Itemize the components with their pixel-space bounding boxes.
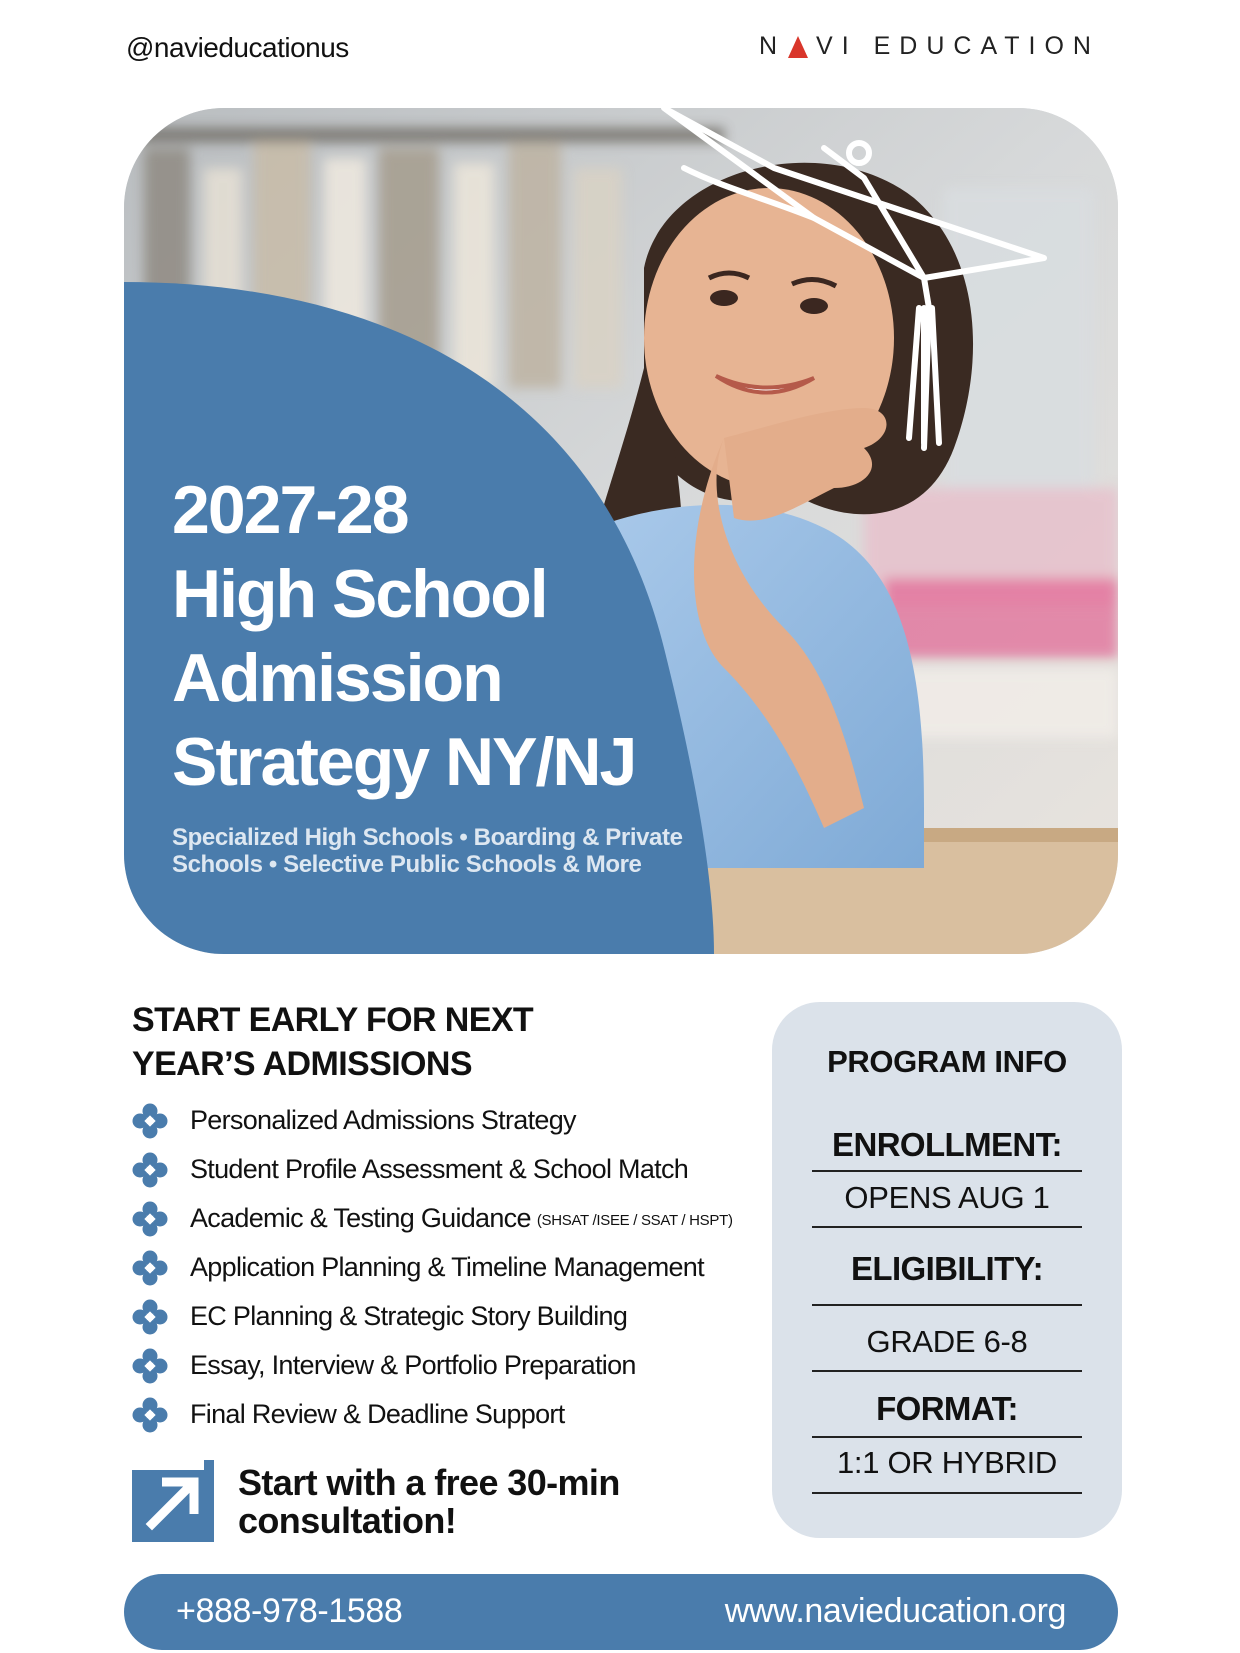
phone-link[interactable]: +888-978-1588: [176, 1592, 403, 1630]
contact-footer: [124, 1574, 1118, 1650]
clover-icon: [132, 1201, 168, 1237]
feature-text: Personalized Admissions Strategy: [190, 1105, 576, 1135]
hero-subtitle-line: Schools • Selective Public Schools & More: [172, 851, 642, 878]
hero-title: [172, 468, 732, 804]
cta-line: consultation!: [238, 1500, 457, 1541]
social-handle: @navieducationus: [126, 32, 349, 63]
clover-icon: [132, 1299, 168, 1335]
program-info-card: [772, 1002, 1122, 1538]
cta-text[interactable]: [238, 1464, 620, 1540]
brand-name-right: VI EDUCATION: [816, 32, 1100, 60]
format-value: 1:1 OR HYBRID: [836, 1445, 1058, 1480]
clover-icon: [132, 1250, 168, 1286]
divider: [812, 1226, 1082, 1228]
cta-line: Start with a free 30-min: [238, 1462, 620, 1503]
feature-text: Final Review & Deadline Support: [190, 1399, 565, 1429]
section-heading-line: YEAR’S ADMISSIONS: [132, 1045, 472, 1083]
clover-icon: [132, 1152, 168, 1188]
hero-title-line: High School: [172, 556, 547, 632]
hero-title-line: 2027-28: [172, 472, 408, 548]
feature-text: Student Profile Assessment & School Match: [190, 1154, 689, 1184]
hero-title-line: Strategy NY/NJ: [172, 724, 636, 800]
feature-item: [132, 1145, 733, 1194]
feature-item: [132, 1341, 733, 1390]
section-heading-line: START EARLY FOR NEXT: [132, 1001, 534, 1039]
feature-item: [132, 1292, 733, 1341]
eligibility-value: GRADE 6-8: [866, 1324, 1028, 1359]
divider: [812, 1304, 1082, 1306]
enrollment-label: ENROLLMENT:: [832, 1126, 1062, 1163]
feature-text: Academic & Testing Guidance: [190, 1203, 531, 1233]
feature-text: Essay, Interview & Portfolio Preparation: [190, 1350, 636, 1380]
arrow-up-right-icon[interactable]: [132, 1460, 214, 1542]
format-label: FORMAT:: [876, 1390, 1018, 1427]
feature-text: Application Planning & Timeline Management: [190, 1252, 704, 1282]
eligibility-label: ELIGIBILITY:: [850, 1250, 1043, 1287]
feature-note: (SHSAT /ISEE / SSAT / HSPT): [536, 1212, 733, 1229]
red-triangle-a-icon: [788, 36, 808, 58]
divider: [812, 1436, 1082, 1438]
brand-logo: [759, 32, 1100, 61]
feature-text: EC Planning & Strategic Story Building: [190, 1301, 628, 1331]
feature-item: [132, 1194, 733, 1243]
brand-name-left: N: [758, 32, 787, 60]
enrollment-value: OPENS AUG 1: [844, 1180, 1050, 1215]
feature-item: [132, 1390, 733, 1439]
hero-text-block: [172, 468, 732, 878]
hero-title-line: Admission: [172, 640, 502, 716]
hero-subtitle: [172, 824, 732, 878]
section-heading: [132, 998, 692, 1086]
clover-icon: [132, 1348, 168, 1384]
program-info-title: PROGRAM INFO: [827, 1044, 1067, 1079]
clover-icon: [132, 1397, 168, 1433]
divider: [812, 1492, 1082, 1494]
divider: [812, 1370, 1082, 1372]
divider: [812, 1170, 1082, 1172]
feature-item: [132, 1096, 733, 1145]
feature-item: [132, 1243, 733, 1292]
clover-icon: [132, 1103, 168, 1139]
feature-list: [132, 1096, 733, 1439]
website-link[interactable]: www.navieducation.org: [724, 1592, 1066, 1630]
hero-subtitle-line: Specialized High Schools • Boarding & Private: [172, 824, 683, 851]
hero-banner: [124, 108, 1118, 954]
